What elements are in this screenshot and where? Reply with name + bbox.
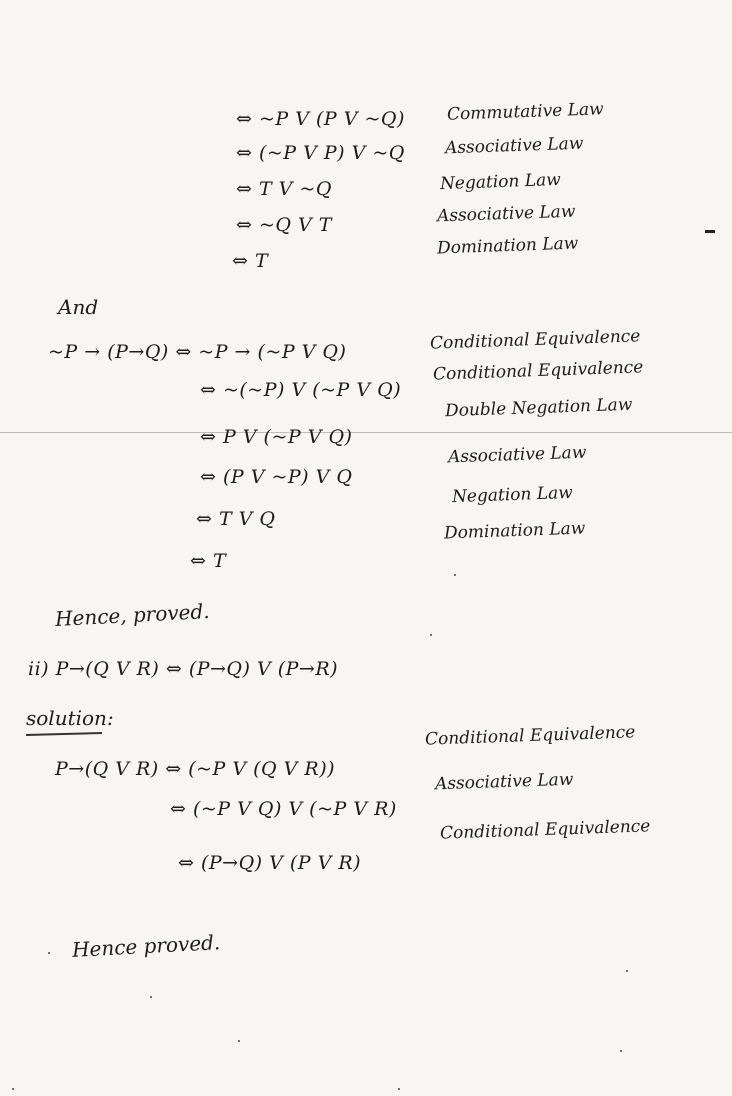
step-expression: ⇔ P V (~P V Q): [200, 426, 353, 448]
problem-statement: ii) P→(Q V R) ⇔ (P→Q) V (P→R): [28, 658, 339, 680]
step-law: Associative Law: [444, 133, 584, 159]
step-law: Negation Law: [439, 169, 562, 195]
step-law: Conditional Equivalence: [432, 357, 644, 385]
conclusion-text: Hence proved.: [71, 930, 221, 962]
scan-speck: [454, 574, 456, 576]
step-expression: ⇔ (~P V P) V ~Q: [236, 142, 405, 164]
step-expression: ⇔ ~Q V T: [236, 214, 332, 236]
step-expression: ⇔ T V Q: [196, 508, 276, 530]
scan-speck: [620, 1050, 622, 1052]
step-expression: ⇔ (~P V Q) V (~P V R): [170, 798, 397, 820]
step-expression: ⇔ (P→Q) V (P V R): [178, 852, 362, 874]
step-law: Negation Law: [451, 482, 574, 508]
step-law: Domination Law: [436, 233, 579, 259]
step-law: Conditional Equivalence: [439, 816, 651, 844]
scan-speck: [430, 634, 432, 636]
first-expression: ~P → (P→Q) ⇔ ~P → (~P V Q): [48, 341, 347, 363]
conclusion-text: Hence, proved.: [54, 598, 211, 632]
step-expression: ⇔ T: [232, 250, 269, 272]
step-law: Double Negation Law: [444, 394, 633, 422]
step-law: Commutative Law: [446, 99, 605, 125]
step-law: Conditional Equivalence: [429, 326, 641, 354]
scan-speck: [12, 1088, 14, 1090]
step-expression: ⇔ ~P V (P V ~Q): [236, 108, 405, 130]
solution-underline: [26, 732, 102, 736]
scan-speck: [48, 952, 50, 954]
step-law: Domination Law: [443, 518, 586, 544]
step-law: Associative Law: [436, 201, 576, 227]
step-expression: ⇔ T: [190, 550, 227, 572]
first-expression: P→(Q V R) ⇔ (~P V (Q V R)): [55, 758, 336, 780]
step-law: Conditional Equivalence: [424, 722, 636, 750]
step-law: Associative Law: [447, 442, 587, 468]
intro-text: And: [58, 295, 99, 319]
step-law: Associative Law: [434, 769, 574, 795]
scan-speck: [150, 996, 152, 998]
solution-label: solution:: [26, 706, 114, 730]
stray-mark: [705, 230, 715, 233]
step-expression: ⇔ ~(~P) V (~P V Q): [200, 379, 402, 401]
scan-speck: [626, 970, 628, 972]
scan-speck: [238, 1040, 240, 1042]
step-expression: ⇔ T V ~Q: [236, 178, 332, 200]
horizontal-rule: [0, 432, 732, 433]
step-expression: ⇔ (P V ~P) V Q: [200, 466, 353, 488]
scan-speck: [398, 1088, 400, 1090]
